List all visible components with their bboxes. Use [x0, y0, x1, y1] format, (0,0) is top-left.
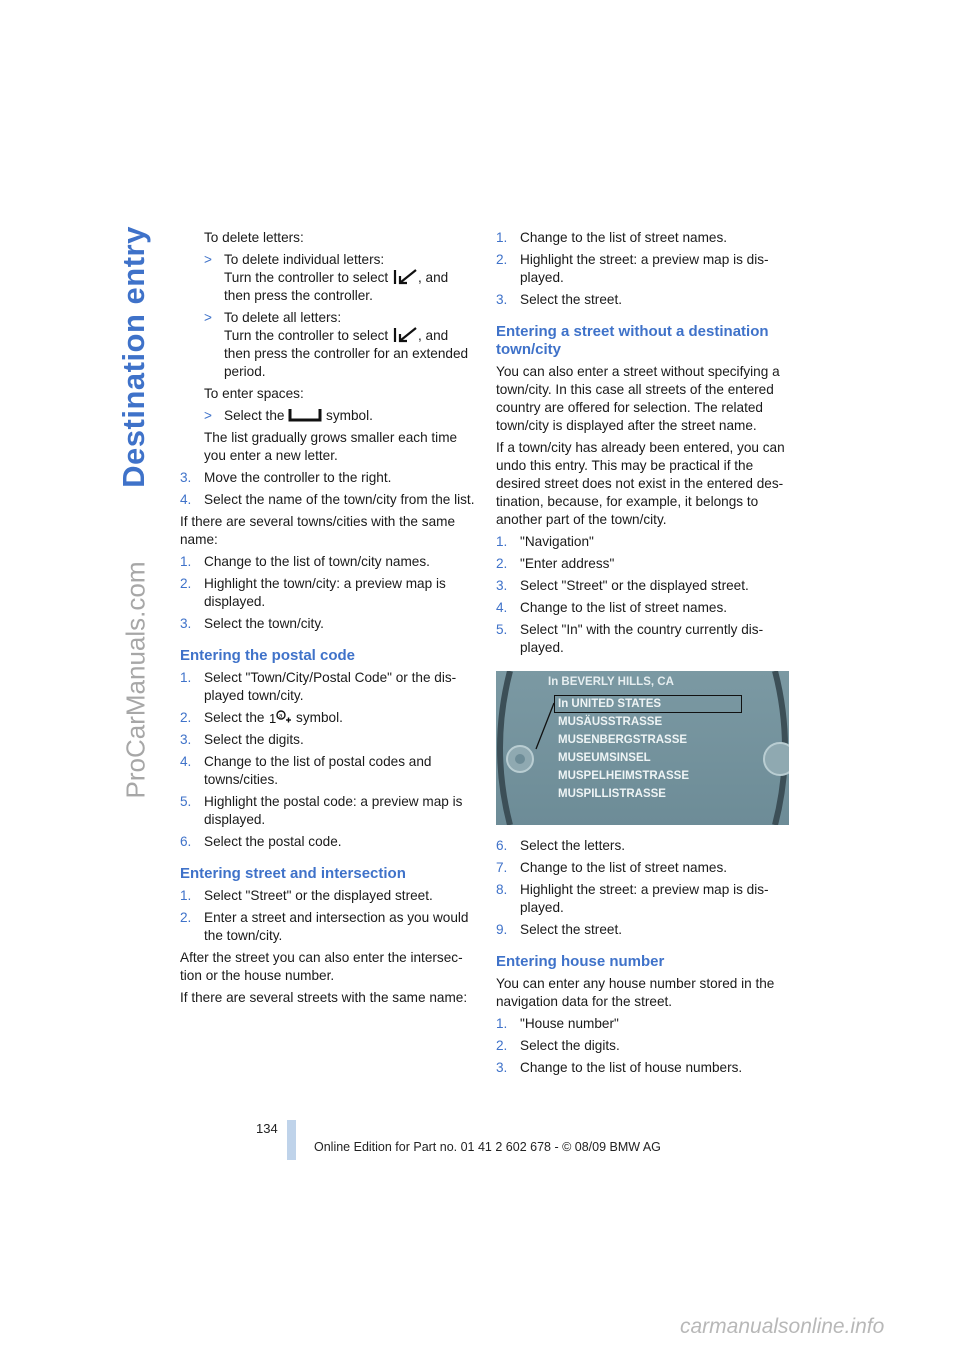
paragraph-delete-letters: To delete letters: [204, 230, 304, 245]
paragraph-without-town-2: If a town/city has already been entered, you can undo this entry. This may be practical if the desired street does not exist in the entered des-tination, because, for example, it belongs to another part of the town/city. [496, 440, 785, 527]
steps-letters [496, 837, 792, 939]
list-item: 5. Highlight the postal code: a preview map is displayed. [180, 794, 463, 827]
list-item: 4. Select the name of the town/city from the list. [180, 492, 475, 507]
list-item: 1. Select "Town/City/Postal Code" or the dis-played town/city. [180, 670, 457, 703]
list-item: 2. Highlight the town/city: a preview map is displayed. [180, 576, 446, 609]
screen-list-item: MUSENBERGSTRASSE [558, 734, 688, 746]
steps-street-names [496, 229, 792, 309]
watermark-bottom: carmanualsonline.info [680, 1315, 885, 1338]
list-item: 3. Move the controller to the right. [180, 470, 392, 485]
list-item: 3. Select the digits. [180, 732, 304, 747]
screen-list-item: In UNITED STATES [558, 698, 662, 710]
section-title-text: Destination entry [116, 226, 151, 488]
list-item: 2. Enter a street and intersection as you would the town/city. [180, 910, 469, 943]
steps-town-b [180, 553, 476, 633]
bullet-space-symbol: > Select the symbol. [204, 408, 373, 423]
paragraph-after-street: After the street you can also enter the intersec-tion or the house number. [180, 950, 463, 983]
right-column [496, 229, 792, 1081]
left-column [180, 229, 476, 1011]
list-item: 4. Change to the list of postal codes and towns/cities. [180, 754, 432, 787]
list-item: 6. Select the postal code. [180, 834, 342, 849]
heading-postal-code: Entering the postal code [180, 647, 356, 664]
list-item: 8. Highlight the street: a preview map is dis-played. [496, 882, 769, 915]
steps-town-a [180, 469, 476, 509]
screen-list-item: MUSPELHEIMSTRASSE [558, 770, 689, 782]
backspace-icon [392, 327, 418, 343]
watermark-left [120, 561, 151, 799]
steps-without-town [496, 533, 792, 657]
list-item: 1. "Navigation" [496, 534, 594, 549]
steps-postal [180, 669, 476, 851]
list-item: 7. Change to the list of street names. [496, 860, 728, 875]
footer-accent-bar [287, 1120, 296, 1160]
list-item: 3. Select the town/city. [180, 616, 324, 631]
online-edition-text: Online Edition for Part no. 01 41 2 602 678 - © 08/09 BMW AG [314, 1140, 661, 1154]
paragraph-house-number: You can enter any house number stored in the navigation data for the street. [496, 976, 775, 1009]
backspace-icon [392, 269, 418, 285]
screen-street-list [558, 695, 689, 803]
list-item: 4. Change to the list of street names. [496, 600, 728, 615]
section-title-vertical [112, 226, 156, 488]
bullet-delete-individual: > To delete individual letters: Turn the controller to select , and then press the controller. [204, 252, 449, 303]
screen-list-item: MUSEUMSINSEL [558, 752, 651, 764]
number-entry-icon [268, 709, 292, 725]
navigation-screen-image [496, 671, 789, 825]
paragraph-list-grows: The list gradually grows smaller each time you enter a new letter. [204, 430, 458, 463]
bullet-mark: > [204, 408, 212, 423]
list-item: 2. Highlight the street: a preview map is dis-played. [496, 252, 769, 285]
list-item: 1. Select "Street" or the displayed street. [180, 888, 433, 903]
list-item: 3. Select the street. [496, 292, 623, 307]
list-item: 3. Select "Street" or the displayed street. [496, 578, 749, 593]
list-item: 3. Change to the list of house numbers. [496, 1060, 743, 1075]
bullet-delete-all: > To delete all letters: Turn the controller to select , and then press the controller for an extended period. [204, 310, 469, 379]
paragraph-enter-spaces: To enter spaces: [204, 386, 304, 401]
list-item: 5. Select "In" with the country currently dis-played. [496, 622, 764, 655]
list-item: 6. Select the letters. [496, 838, 626, 853]
svg-text:a: a [279, 713, 283, 720]
heading-house-number: Entering house number [496, 953, 665, 970]
list-item: 2. Select the 1 a symbol. [180, 710, 343, 725]
paragraph-several-towns: If there are several towns/cities with the same name: [180, 514, 456, 547]
heading-street-without-town: Entering a street without a destination town/city [496, 323, 769, 358]
steps-house-number [496, 1015, 792, 1077]
list-item: 1. Change to the list of street names. [496, 230, 728, 245]
list-item: 9. Select the street. [496, 922, 623, 937]
paragraph-without-town-1: You can also enter a street without specifying a town/city. In this case all streets of the entered country are offered for selection. The related town/city is displayed after the street name. [496, 364, 780, 433]
heading-street-intersection: Entering street and intersection [180, 865, 406, 882]
bullet-mark: > [204, 310, 212, 325]
screen-header: In BEVERLY HILLS, CA [548, 676, 674, 688]
list-item: 1. "House number" [496, 1016, 619, 1031]
list-item: 2. Select the digits. [496, 1038, 620, 1053]
list-item: 2. "Enter address" [496, 556, 615, 571]
svg-text:1: 1 [269, 711, 277, 725]
space-icon [288, 408, 322, 422]
screen-list-item: MUSÄUSSTRASSE [558, 716, 663, 728]
screen-list-item: MUSPILLISTRASSE [558, 788, 666, 800]
page-number: 134 [256, 1121, 278, 1136]
list-item: 1. Change to the list of town/city names. [180, 554, 430, 569]
bullet-mark: > [204, 252, 212, 267]
paragraph-several-streets: If there are several streets with the same name: [180, 990, 468, 1005]
steps-street [180, 887, 476, 945]
watermark-left-text: ProCarManuals.com [120, 561, 151, 799]
